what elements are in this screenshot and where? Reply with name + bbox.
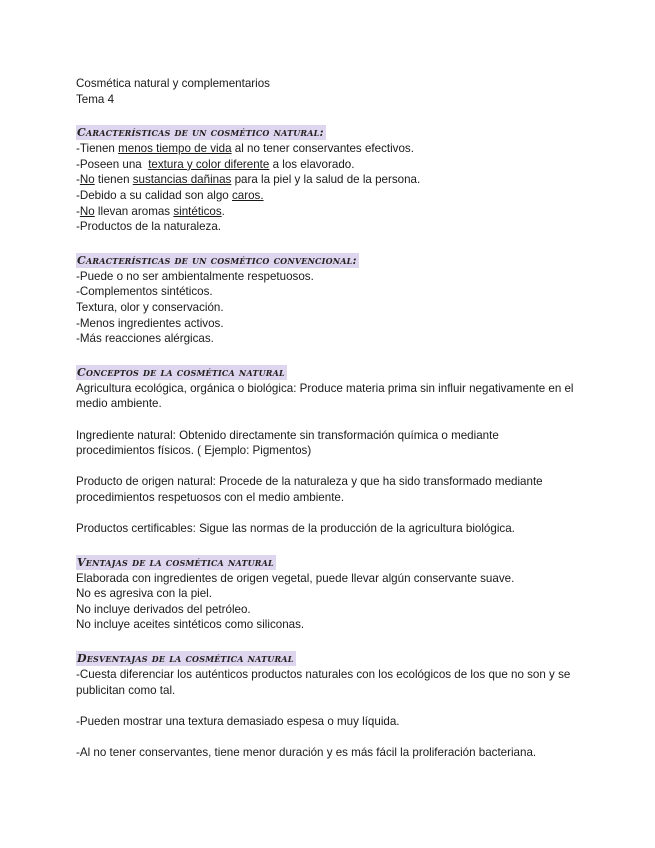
list-item: -Puede o no ser ambientalmente respetuosos.: [76, 269, 314, 283]
paragraph: Productos certificables: Sigue las normas de la producción de la agricultura biológica.: [76, 522, 515, 536]
underlined-text: textura y color diferente: [148, 157, 270, 171]
paragraph: Producto de origen natural: Procede de la naturaleza y que ha sido transformado mediante procedimientos respetuosos con el medio ambiente.: [76, 475, 543, 504]
list-item: No incluye derivados del petróleo.: [76, 602, 251, 616]
list-item: -Complementos sintéticos.: [76, 285, 213, 299]
underlined-text: No: [79, 173, 95, 187]
list-item: No incluye aceites sintéticos como siliconas.: [76, 618, 305, 632]
underlined-text: sintéticos: [173, 204, 222, 218]
paragraph: -Al no tener conservantes, tiene menor duración y es más fácil la proliferación bacteriana.: [76, 746, 537, 759]
section-heading-natural-characteristics: Características de un cosmético natural:: [77, 126, 324, 140]
list-item: -Más reacciones alérgicas.: [76, 332, 214, 346]
section-heading-conventional-characteristics: Características de un cosmético convencional:: [77, 253, 357, 267]
list-item: -Tienen menos tiempo de vida al no tener conservantes efectivos.: [76, 142, 414, 156]
underlined-text: menos tiempo de vida: [118, 142, 232, 156]
section-heading-disadvantages: Desventajas de la cosmética natural: [77, 652, 294, 666]
underlined-text: caros.: [231, 188, 264, 202]
list-item: No es agresiva con la piel.: [76, 587, 212, 601]
section-heading-concepts: Conceptos de la cosmética natural: [77, 365, 285, 379]
paragraph: -Cuesta diferenciar los auténticos productos naturales con los ecológicos de los que no son y se publicitan como tal.: [76, 668, 571, 697]
underlined-text: No: [79, 204, 95, 218]
list-item: Textura, olor y conservación.: [76, 300, 224, 314]
list-item: -No llevan aromas sintéticos.: [76, 204, 225, 218]
underlined-text: sustancias dañinas: [132, 173, 232, 187]
paragraph: Ingrediente natural: Obtenido directamente sin transformación química o mediante procedimientos físicos. ( Ejemplo: Pigmentos): [76, 428, 499, 458]
list-item: -Debido a su calidad son algo caros.: [76, 188, 264, 202]
list-item: -Poseen una textura y color diferente a los elavorado.: [76, 157, 355, 171]
document-body: [76, 76, 576, 761]
list-item: -No tienen sustancias dañinas para la piel y la salud de la persona.: [76, 173, 421, 187]
section-heading-advantages: Ventajas de la cosmética natural: [77, 555, 274, 569]
unit-label: Tema 4: [76, 92, 115, 106]
paragraph: -Pueden mostrar una textura demasiado espesa o muy líquida.: [76, 714, 400, 728]
list-item: -Menos ingredientes activos.: [76, 316, 224, 330]
course-title: Cosmética natural y complementarios: [76, 77, 270, 90]
list-item: -Productos de la naturaleza.: [76, 220, 222, 234]
paragraph: Agricultura ecológica, orgánica o biológica: Produce materia prima sin influir negativamente en el medio ambiente.: [76, 381, 574, 411]
list-item: Elaborada con ingredientes de origen vegetal, puede llevar algún conservante suave.: [76, 571, 515, 585]
